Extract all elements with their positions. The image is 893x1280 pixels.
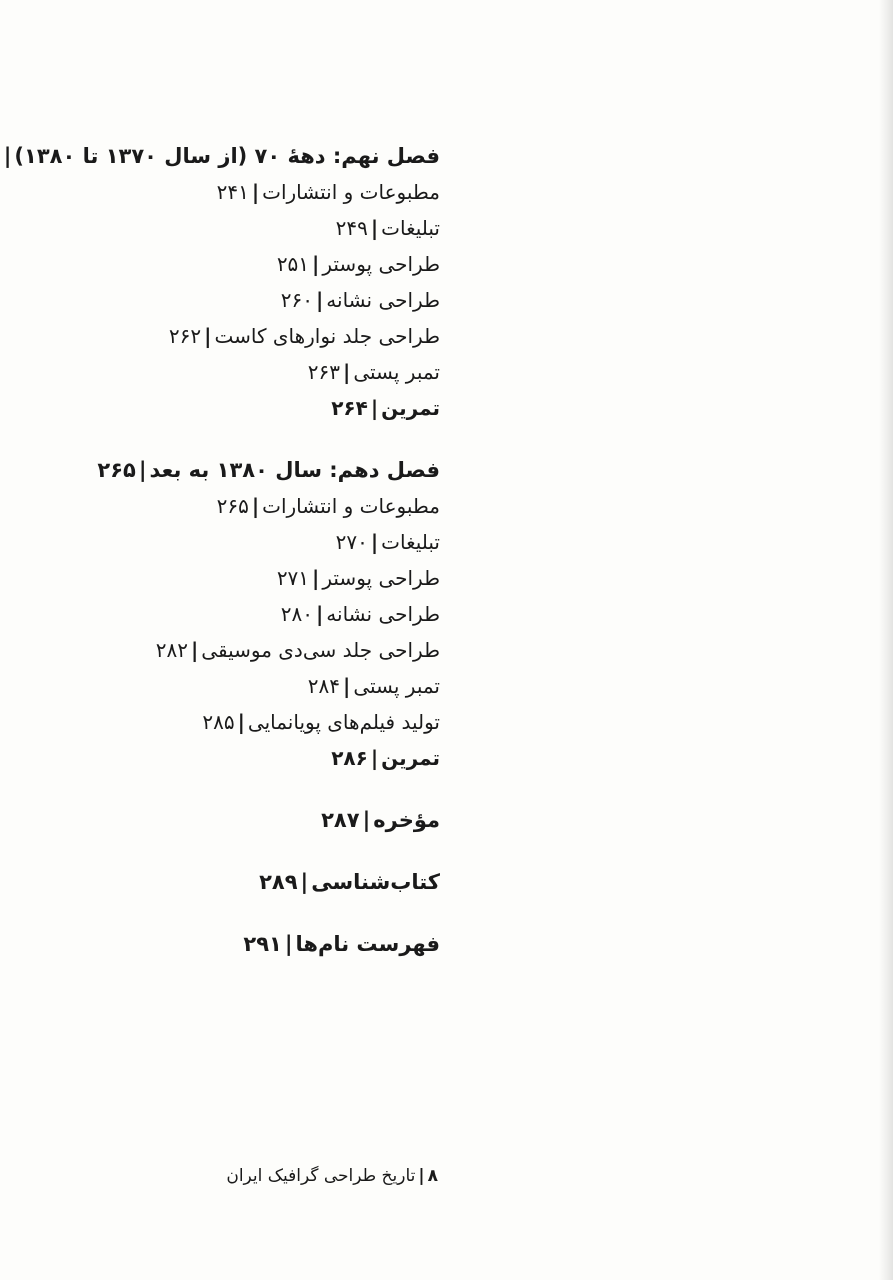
page-number: ۲۸۶ bbox=[331, 746, 368, 770]
separator: | bbox=[315, 602, 324, 626]
separator: | bbox=[370, 530, 379, 554]
toc-entry[interactable] bbox=[60, 488, 440, 524]
entry-label: تمبر پستی bbox=[353, 360, 440, 384]
page-number: ۲۶۵ bbox=[97, 458, 136, 482]
chapter-title: فصل دهم: سال ۱۳۸۰ به بعد bbox=[149, 458, 440, 482]
entry-label: کتاب‌شناسی bbox=[311, 870, 440, 894]
page-number: ۲۴۱ bbox=[216, 180, 249, 204]
toc-entry[interactable] bbox=[60, 524, 440, 560]
separator: | bbox=[315, 288, 324, 312]
separator: | bbox=[204, 324, 212, 348]
page-number: ۲۸۲ bbox=[155, 638, 188, 662]
toc-entry[interactable] bbox=[60, 318, 440, 354]
entry-label: طراحی جلد سی‌دی موسیقی bbox=[201, 638, 440, 662]
page-number: ۲۵۱ bbox=[276, 252, 310, 276]
toc-entry[interactable] bbox=[60, 668, 440, 704]
chapter-title: فصل نهم: دهۀ ۷۰ (از سال ۱۳۷۰ تا ۱۳۸۰) bbox=[14, 144, 440, 168]
spacer bbox=[60, 838, 440, 864]
entry-label: طراحی نشانه bbox=[326, 602, 440, 626]
chapter-heading[interactable] bbox=[3, 138, 440, 174]
separator: | bbox=[370, 216, 379, 240]
page-number: ۲۴۹ bbox=[335, 216, 368, 240]
separator: | bbox=[370, 396, 379, 420]
page-number: ۲۸۰ bbox=[280, 602, 313, 626]
entry-label: تبلیغات bbox=[381, 216, 440, 240]
page-number: ۲۷۰ bbox=[335, 530, 368, 554]
toc-entry[interactable] bbox=[60, 596, 440, 632]
entry-label: مطبوعات و انتشارات bbox=[262, 494, 440, 518]
toc-entry[interactable] bbox=[60, 704, 440, 740]
toc-entry[interactable] bbox=[60, 246, 440, 282]
table-of-contents bbox=[3, 138, 440, 962]
separator: | bbox=[312, 566, 320, 590]
page-number: ۲۶۳ bbox=[307, 360, 341, 384]
toc-entry[interactable] bbox=[60, 282, 440, 318]
entry-label: تبلیغات bbox=[381, 530, 440, 554]
page-number: ۲۸۷ bbox=[321, 808, 360, 832]
entry-label: طراحی پوستر bbox=[322, 252, 440, 276]
separator: | bbox=[343, 674, 351, 698]
separator: | bbox=[312, 252, 320, 276]
back-matter-bibliography[interactable] bbox=[60, 864, 440, 900]
toc-entry[interactable] bbox=[60, 354, 440, 390]
entry-label: تمرین bbox=[381, 396, 440, 420]
entry-label: طراحی جلد نوارهای کاست bbox=[214, 324, 440, 348]
toc-entry[interactable] bbox=[60, 632, 440, 668]
separator: | bbox=[251, 180, 260, 204]
entry-label: طراحی نشانه bbox=[326, 288, 440, 312]
page-number: ۲۶۰ bbox=[280, 288, 313, 312]
separator: | bbox=[362, 808, 371, 832]
page-number: ۲۸۹ bbox=[259, 870, 298, 894]
entry-label: تمرین bbox=[381, 746, 440, 770]
page-number: ۲۶۵ bbox=[216, 494, 249, 518]
separator: | bbox=[237, 710, 245, 734]
back-matter-name-index[interactable] bbox=[60, 926, 440, 962]
page-number: ۲۹۱ bbox=[243, 932, 282, 956]
page-footer bbox=[226, 1166, 438, 1186]
entry-label: فهرست نام‌ها bbox=[295, 932, 440, 956]
separator: | bbox=[370, 746, 379, 770]
folio-number: ۸ bbox=[427, 1166, 438, 1186]
toc-entry[interactable] bbox=[60, 210, 440, 246]
chapter-heading[interactable] bbox=[60, 452, 440, 488]
page-edge-shadow bbox=[879, 0, 893, 1280]
separator: | bbox=[190, 638, 199, 662]
back-matter-epilogue[interactable] bbox=[60, 802, 440, 838]
separator: | bbox=[284, 932, 293, 956]
toc-entry[interactable] bbox=[60, 560, 440, 596]
page-number: ۲۸۴ bbox=[307, 674, 341, 698]
spacer bbox=[60, 776, 440, 802]
toc-entry-exercise[interactable] bbox=[60, 390, 440, 426]
page-number: ۲۷۱ bbox=[276, 566, 310, 590]
entry-label: مؤخره bbox=[373, 808, 440, 832]
separator: | bbox=[138, 458, 147, 482]
separator: | bbox=[300, 870, 309, 894]
separator: | bbox=[418, 1166, 425, 1186]
separator: | bbox=[343, 360, 351, 384]
page-number: ۲۶۲ bbox=[168, 324, 202, 348]
page-number: ۲۸۵ bbox=[202, 710, 235, 734]
toc-entry[interactable] bbox=[60, 174, 440, 210]
entry-label: مطبوعات و انتشارات bbox=[262, 180, 440, 204]
separator: | bbox=[251, 494, 260, 518]
separator: | bbox=[3, 144, 12, 168]
running-title: تاریخ طراحی گرافیک ایران bbox=[226, 1166, 416, 1186]
entry-label: تمبر پستی bbox=[353, 674, 440, 698]
toc-entry-exercise[interactable] bbox=[60, 740, 440, 776]
spacer bbox=[60, 426, 440, 452]
entry-label: طراحی پوستر bbox=[322, 566, 440, 590]
entry-label: تولید فیلم‌های پویانمایی bbox=[247, 710, 440, 734]
spacer bbox=[60, 900, 440, 926]
page-number: ۲۶۴ bbox=[331, 396, 368, 420]
